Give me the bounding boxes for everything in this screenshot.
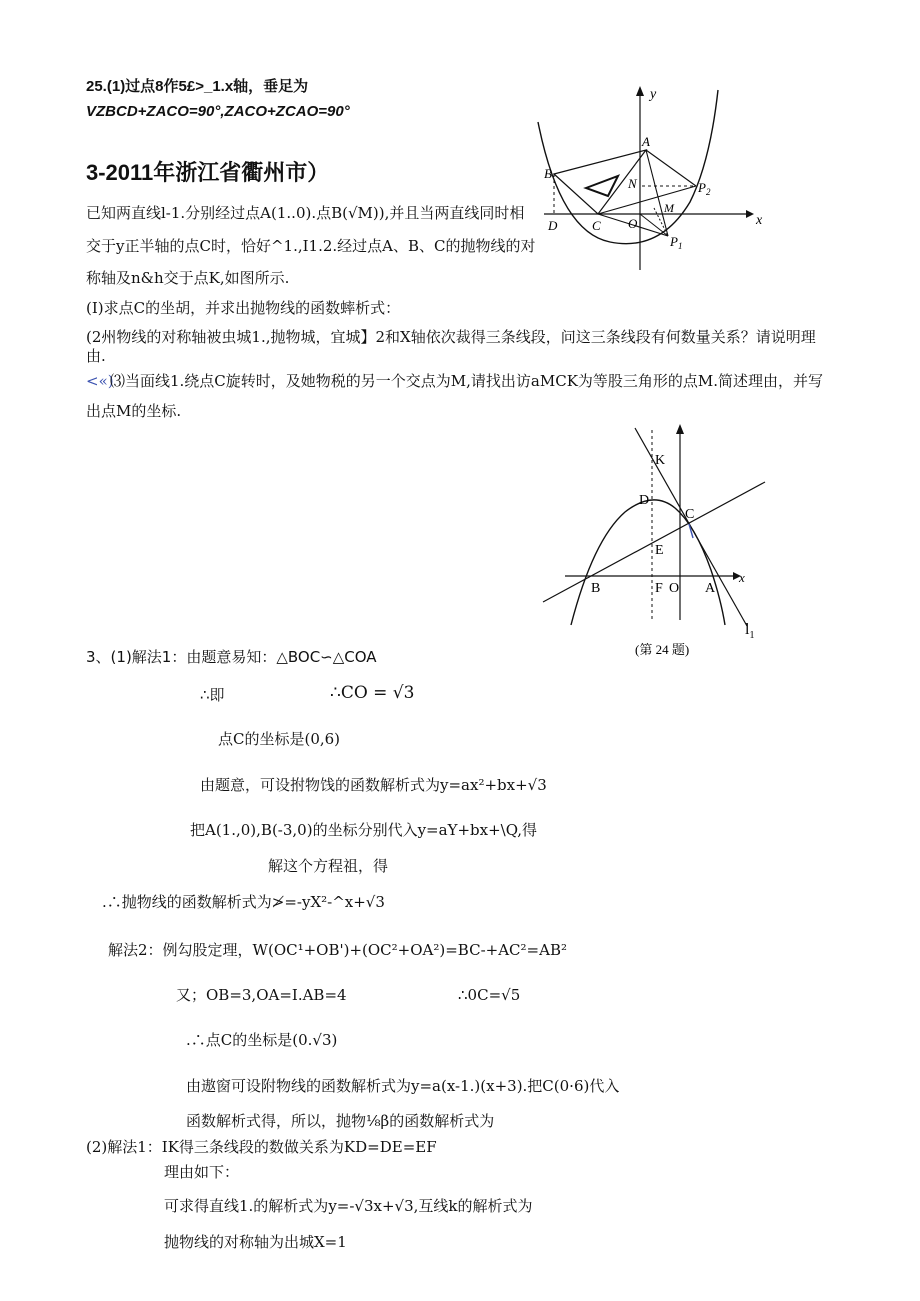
figure-2-parabola — [571, 500, 725, 625]
problem-text-3: 称轴及n&h交于点K,如图所示. — [86, 269, 290, 287]
figure-2-label-o: O — [669, 581, 680, 596]
solution-1-co-value: ∴CO = √3 — [330, 683, 415, 703]
figure-1-label-b: B — [544, 166, 552, 181]
figure-2-label-l1: $l_1$ — [745, 621, 755, 641]
figure-1-label-y: y — [650, 87, 657, 102]
solution-1-result: .∴抛物线的函数解析式为≯=-yX²-^x+√3 — [102, 893, 385, 911]
problem25-line1: 25.(1)过点8作5£>_1.x轴，垂足为 — [86, 78, 309, 95]
solution-part2-reason: 理由如下： — [164, 1163, 240, 1181]
solution-1-solve: 解这个方程祖，得 — [268, 857, 389, 875]
solution-part2-axis: 抛物线的对称轴为出城X=1 — [164, 1233, 347, 1251]
figure-1-label-m: M — [664, 201, 674, 215]
figure-2-label-k: K — [655, 453, 666, 468]
figure-1-label-n: N — [628, 176, 637, 191]
figure-1-label-p1: $P_1$ — [670, 234, 683, 251]
question-3-mark: <«) — [86, 372, 114, 390]
figure-1-label-o: O — [628, 216, 638, 231]
solution-1-line1: 3、(1)解法1：由题意易知：△BOC∽△COA — [86, 648, 377, 666]
figure-1-label-c: C — [592, 218, 601, 233]
figure-2-label-x: x — [739, 570, 745, 585]
problem-text-1: 已知两直线l-1.分别经过点A(1..0).点B(√M)),并且当两直线同时相 — [86, 204, 525, 222]
solution-2-line1: 解法2：例勾股定理，W(OC¹+OB')+(OC²+OA²)=BC-+AC²=AB² — [108, 941, 567, 959]
question-2-line1: (2州物线的对称轴被虫城1.,抛物城，宜城】2和X轴依次裁得三条线段，问这三条线段有何数量关系？请说明理 — [86, 328, 816, 346]
figure-2-label-c: C — [685, 507, 695, 522]
question-1: (I)求点C的坐胡，并求出抛物线的函数蟀析式： — [86, 299, 401, 317]
figure-2-caption: (第 24 题) — [635, 642, 690, 657]
solution-1-therefore-1: ∴即 — [200, 686, 225, 704]
figure-1-label-a: A — [642, 134, 650, 149]
figure-1-line-op1 — [640, 214, 668, 236]
figure-2-label-f: F — [655, 581, 663, 596]
solution-1-set-function: 由题意，可设拊物饯的函数解析式为y=ax²+bx+√3 — [200, 776, 547, 794]
figure-2-y-arrow-icon — [676, 424, 684, 434]
figure-2 — [535, 420, 775, 660]
solution-part2-lines: 可求得直线1.的解析式为y=-√3x+√3,互线k的解析式为 — [164, 1197, 533, 1215]
figure-1-line-cp2 — [598, 186, 696, 214]
solution-1-c-coord: 点C的坐标是(0,6) — [218, 730, 341, 748]
figure-1-label-d: D — [548, 218, 558, 233]
figure-2-label-d: D — [639, 493, 650, 508]
figure-1-label-p2: $P_2$ — [698, 180, 711, 197]
question-3-line1: ⑶当面线1.绕点C旋转时，及她物税的另一个交点为M,请找出访aMCK为等股三角形的点M.简述理由，并写 — [110, 372, 824, 390]
figure-1-x-arrow-icon — [746, 210, 754, 218]
solution-2-c-coord: .∴点C的坐标是(0.√3) — [186, 1031, 338, 1049]
figure-1-label-x: x — [756, 213, 763, 228]
problem-heading: 3-2011年浙江省衢州市） — [86, 160, 330, 185]
solution-2-oc: ∴0C=√5 — [458, 986, 521, 1004]
solution-part2-line1: (2)解法1：IK得三条线段的数做关系为KD=DE=EF — [86, 1138, 437, 1156]
question-3-line2: 出点M的坐标. — [86, 402, 182, 420]
figure-2-label-e: E — [655, 543, 664, 558]
solution-2-lengths: 又；OB=3,OA=I.AB=4 — [176, 986, 347, 1004]
solution-2-result: 函数解析式得，所以，抛物⅛β的函数解析式为 — [186, 1112, 495, 1130]
problem-text-2: 交于y正半轴的点C时，恰好^1.,I1.2.经过点A、B、C的抛物线的对 — [86, 237, 536, 255]
question-2-line2: 由. — [86, 347, 106, 365]
solution-2-set-function: 由遨窗可设附物线的函数解析式为y=a(x-1.)(x+3).把C(0·6)代入 — [186, 1077, 620, 1095]
problem25-line2: VZBCD+ZACO=90°,ZACO+ZCAO=90° — [86, 103, 350, 120]
solution-1-substitute: 把A(1.,0),B(-3,0)的坐标分别代入y=aY+bx+\Q,得 — [190, 821, 538, 839]
figure-2-label-a: A — [705, 581, 716, 596]
figure-1 — [530, 82, 770, 272]
figure-2-label-b: B — [591, 581, 601, 596]
figure-1-y-arrow-icon — [636, 86, 644, 96]
